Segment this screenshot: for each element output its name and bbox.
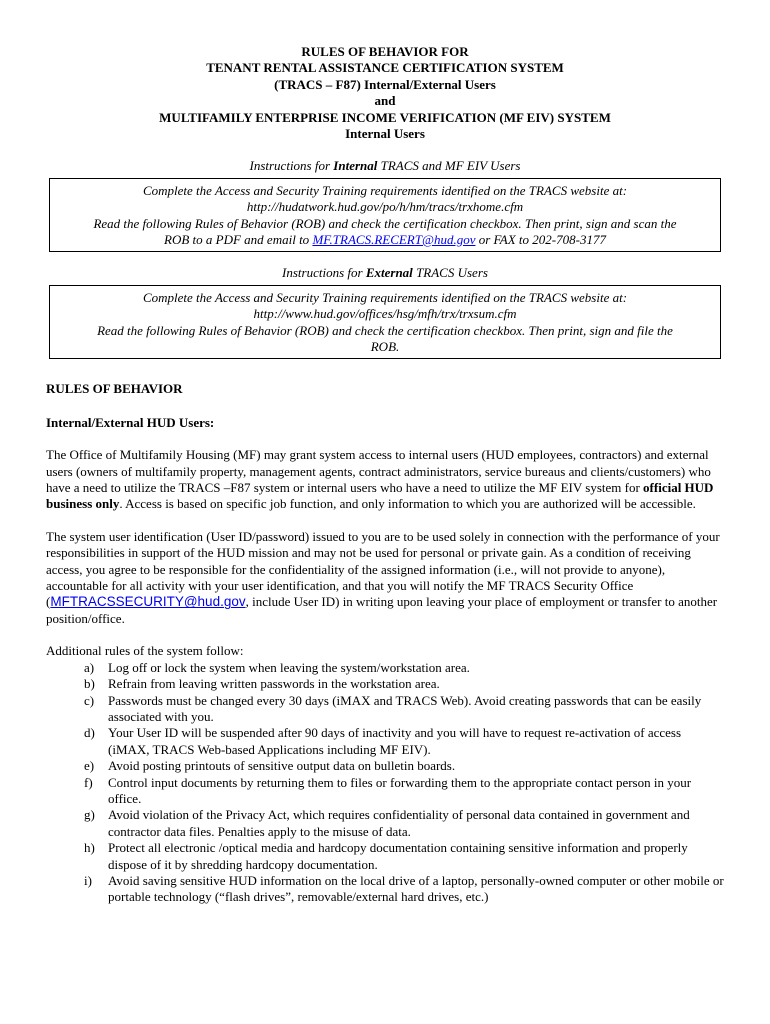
list-marker: g) — [84, 807, 95, 823]
title-line: RULES OF BEHAVIOR FOR — [301, 44, 469, 59]
list-item — [74, 660, 724, 676]
list-item — [74, 725, 724, 758]
paragraph-text: . Access is based on specific job function, and only information to which you are authorized will be accessible. — [119, 496, 696, 512]
instruction-line — [60, 232, 710, 248]
list-item-text: Passwords must be changed every 30 days (iMAX and TRACS Web). Avoid creating passwords that can be easily associated with you. — [108, 692, 702, 724]
heading-emphasis: External — [365, 265, 413, 281]
users-heading: Internal/External HUD Users: — [46, 414, 215, 430]
list-item — [74, 693, 724, 726]
paragraph-text: The Office of Multifamily Housing (MF) may grant system access to internal users (HUD employees, contractors) and external users (owners of multifamily property, management agents, contract administrators, service bureaus and clients/customers) who have a need to utilize the TRACS –F87 system or internal users who have a need to utilize the MF EIV system for — [46, 447, 711, 496]
list-item — [74, 873, 724, 906]
list-marker: f) — [84, 774, 93, 790]
list-marker: i) — [84, 872, 92, 888]
heading-emphasis: Internal — [333, 158, 378, 174]
title-line: and — [374, 93, 396, 109]
list-marker: b) — [84, 676, 95, 692]
instruction-text: or FAX to 202-708-3177 — [475, 231, 606, 247]
heading-text: TRACS and MF EIV Users — [377, 158, 521, 174]
list-item-text: Avoid posting printouts of sensitive output data on bulletin boards. — [108, 758, 456, 774]
title-line: Internal Users — [345, 125, 425, 141]
instruction-line: ROB. — [370, 339, 400, 354]
tracs-external-url: http://www.hud.gov/offices/hsg/mfh/trx/trxsum.cfm — [253, 306, 517, 322]
internal-instructions-heading — [46, 158, 724, 174]
title-line: MULTIFAMILY ENTERPRISE INCOME VERIFICATION (MF EIV) SYSTEM — [159, 109, 611, 125]
instruction-text: ROB to a PDF and email to — [164, 231, 313, 247]
external-instructions-box — [49, 285, 721, 360]
list-item — [74, 676, 724, 692]
tracs-internal-url: http://hudatwork.hud.gov/po/h/hm/tracs/trxhome.cfm — [246, 199, 524, 215]
list-item — [74, 840, 724, 873]
list-item — [74, 775, 724, 808]
security-email-link[interactable]: MFTRACSSECURITY@hud.gov — [50, 594, 246, 610]
list-item — [74, 807, 724, 840]
instruction-line: Complete the Access and Security Training requirements identified on the TRACS website at: — [142, 182, 628, 198]
list-item — [74, 758, 724, 774]
rules-heading: RULES OF BEHAVIOR — [46, 381, 183, 397]
heading-text: Instructions for — [249, 158, 334, 174]
list-item-text: Refrain from leaving written passwords in the workstation area. — [108, 676, 440, 692]
rules-list — [46, 660, 724, 906]
title-line: TENANT RENTAL ASSISTANCE CERTIFICATION SYSTEM — [206, 60, 564, 76]
instruction-line: Read the following Rules of Behavior (ROB) and check the certification checkbox. Then print, sign and scan the — [93, 215, 677, 231]
list-item-text: Control input documents by returning them to files or forwarding them to the appropriate contact person in your office. — [108, 774, 692, 806]
access-paragraph — [46, 447, 724, 513]
list-item-text: Your User ID will be suspended after 90 days of inactivity and you will have to request re-activation of access (iMAX, TRACS Web-based Applications including MF EIV). — [108, 725, 682, 757]
list-marker: h) — [84, 840, 95, 856]
list-item-text: Avoid saving sensitive HUD information on the local drive of a laptop, personally-owned computer or other mobile or portable technology (“flash drives”, removable/external hard drives, etc.) — [108, 872, 724, 905]
external-instructions-heading — [46, 265, 724, 281]
instruction-line: Complete the Access and Security Training requirements identified on the TRACS website at: — [142, 289, 628, 305]
title-line: (TRACS – F87) Internal/External Users — [274, 76, 496, 92]
list-marker: c) — [84, 692, 95, 708]
paragraph-text: The system user identification (User ID/password) issued to you are to be used solely in connection with the performance of your responsibilities in support of the HUD mission and may not be used for personal or private gain. As a condition of receiving access, you agree to be responsible for the confidentiality of the assigned information (i.e., will not provide to anyone), accountable for all activity with your user identification, and that you will notify the MF TRACS Security Office ( — [46, 528, 720, 610]
list-marker: d) — [84, 725, 95, 741]
paragraph-emphasis: official HUD business only — [46, 480, 714, 512]
list-item-text: Avoid violation of the Privacy Act, which requires confidentiality of personal data contained in government and contractor data files. Penalties apply to the misuse of data. — [108, 807, 690, 839]
list-marker: a) — [84, 659, 95, 675]
heading-text: Instructions for — [282, 265, 366, 281]
internal-instructions-box — [49, 178, 721, 253]
instruction-line: Read the following Rules of Behavior (ROB) and check the certification checkbox. Then print, sign and file the — [97, 322, 673, 338]
heading-text: TRACS Users — [412, 265, 488, 281]
user-id-paragraph — [46, 529, 724, 627]
list-item-text: Protect all electronic /optical media and hardcopy documentation containing sensitive information and properly dispose of it by shredding hardcopy documentation. — [108, 840, 688, 872]
list-item-text: Log off or lock the system when leaving the system/workstation area. — [108, 659, 470, 675]
additional-rules-intro: Additional rules of the system follow: — [46, 643, 244, 659]
document-title — [46, 44, 724, 142]
list-marker: e) — [84, 758, 95, 774]
paragraph-text: , include User ID) in writing upon leaving your place of employment or transfer to another position/office. — [46, 594, 718, 626]
recert-email-link[interactable]: MF.TRACS.RECERT@hud.gov — [312, 231, 476, 247]
